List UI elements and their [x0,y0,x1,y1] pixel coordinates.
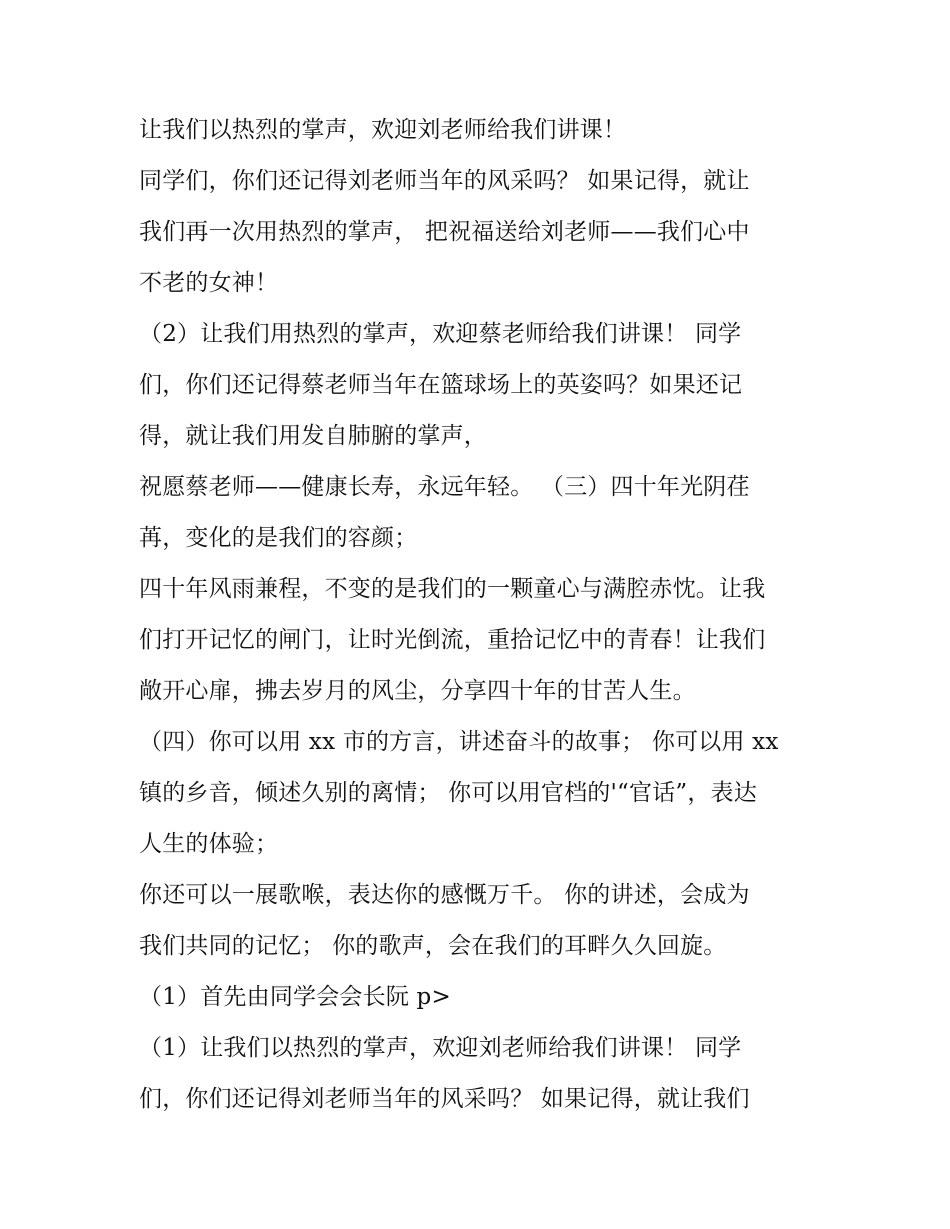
text-line-8: 祝愿蔡老师——健康长寿，永远年轻。 （三）四十年光阴荏 [139,474,750,500]
text-line-19: （1）让我们以热烈的掌声，欢迎刘老师给我们讲课！ 同学 [139,1035,742,1061]
text-line-7: 得，就让我们用发自肺腑的掌声， [139,423,487,449]
text-line-15: 人生的体验； [139,831,279,857]
text-line-11: 们打开记忆的闸门，让时光倒流，重拾记忆中的青春！让我们 [139,627,766,653]
text-line-10: 四十年风雨兼程，不变的是我们的一颗童心与满腔赤忱。让我 [139,576,766,602]
text-line-14: 镇的乡音，倾述久别的离情； 你可以用官档的'“官话”，表达 [139,780,757,806]
text-line-6: 们，你们还记得蔡老师当年在篮球场上的英姿吗？如果还记 [139,372,743,398]
text-line-16: 你还可以一展歌喉，表达你的感慨万千。 你的讲述，会成为 [139,882,750,908]
text-line-3: 我们再一次用热烈的掌声， 把祝福送给刘老师——我们心中 [139,219,750,245]
text-line-17: 我们共同的记忆； 你的歌声，会在我们的耳畔久久回旋。 [139,933,727,959]
text-line-2: 同学们，你们还记得刘老师当年的风采吗？ 如果记得，就让 [139,168,750,194]
text-line-12: 敞开心扉，拂去岁月的风尘，分享四十年的甘苦人生。 [139,678,696,704]
text-line-4: 不老的女神！ [139,270,279,296]
text-line-20: 们，你们还记得刘老师当年的风采吗？ 如果记得，就让我们 [139,1086,750,1112]
text-line-5: （2）让我们用热烈的掌声，欢迎蔡老师给我们讲课！ 同学 [139,321,742,347]
text-line-1: 让我们以热烈的掌声，欢迎刘老师给我们讲课！ [139,117,627,143]
text-line-9: 苒，变化的是我们的容颜； [139,525,418,551]
text-line-13: （四）你可以用 xx 市的方言，讲述奋斗的故事； 你可以用 xx [139,729,779,755]
text-line-18: （1）首先由同学会会长阮 p> [139,984,451,1010]
